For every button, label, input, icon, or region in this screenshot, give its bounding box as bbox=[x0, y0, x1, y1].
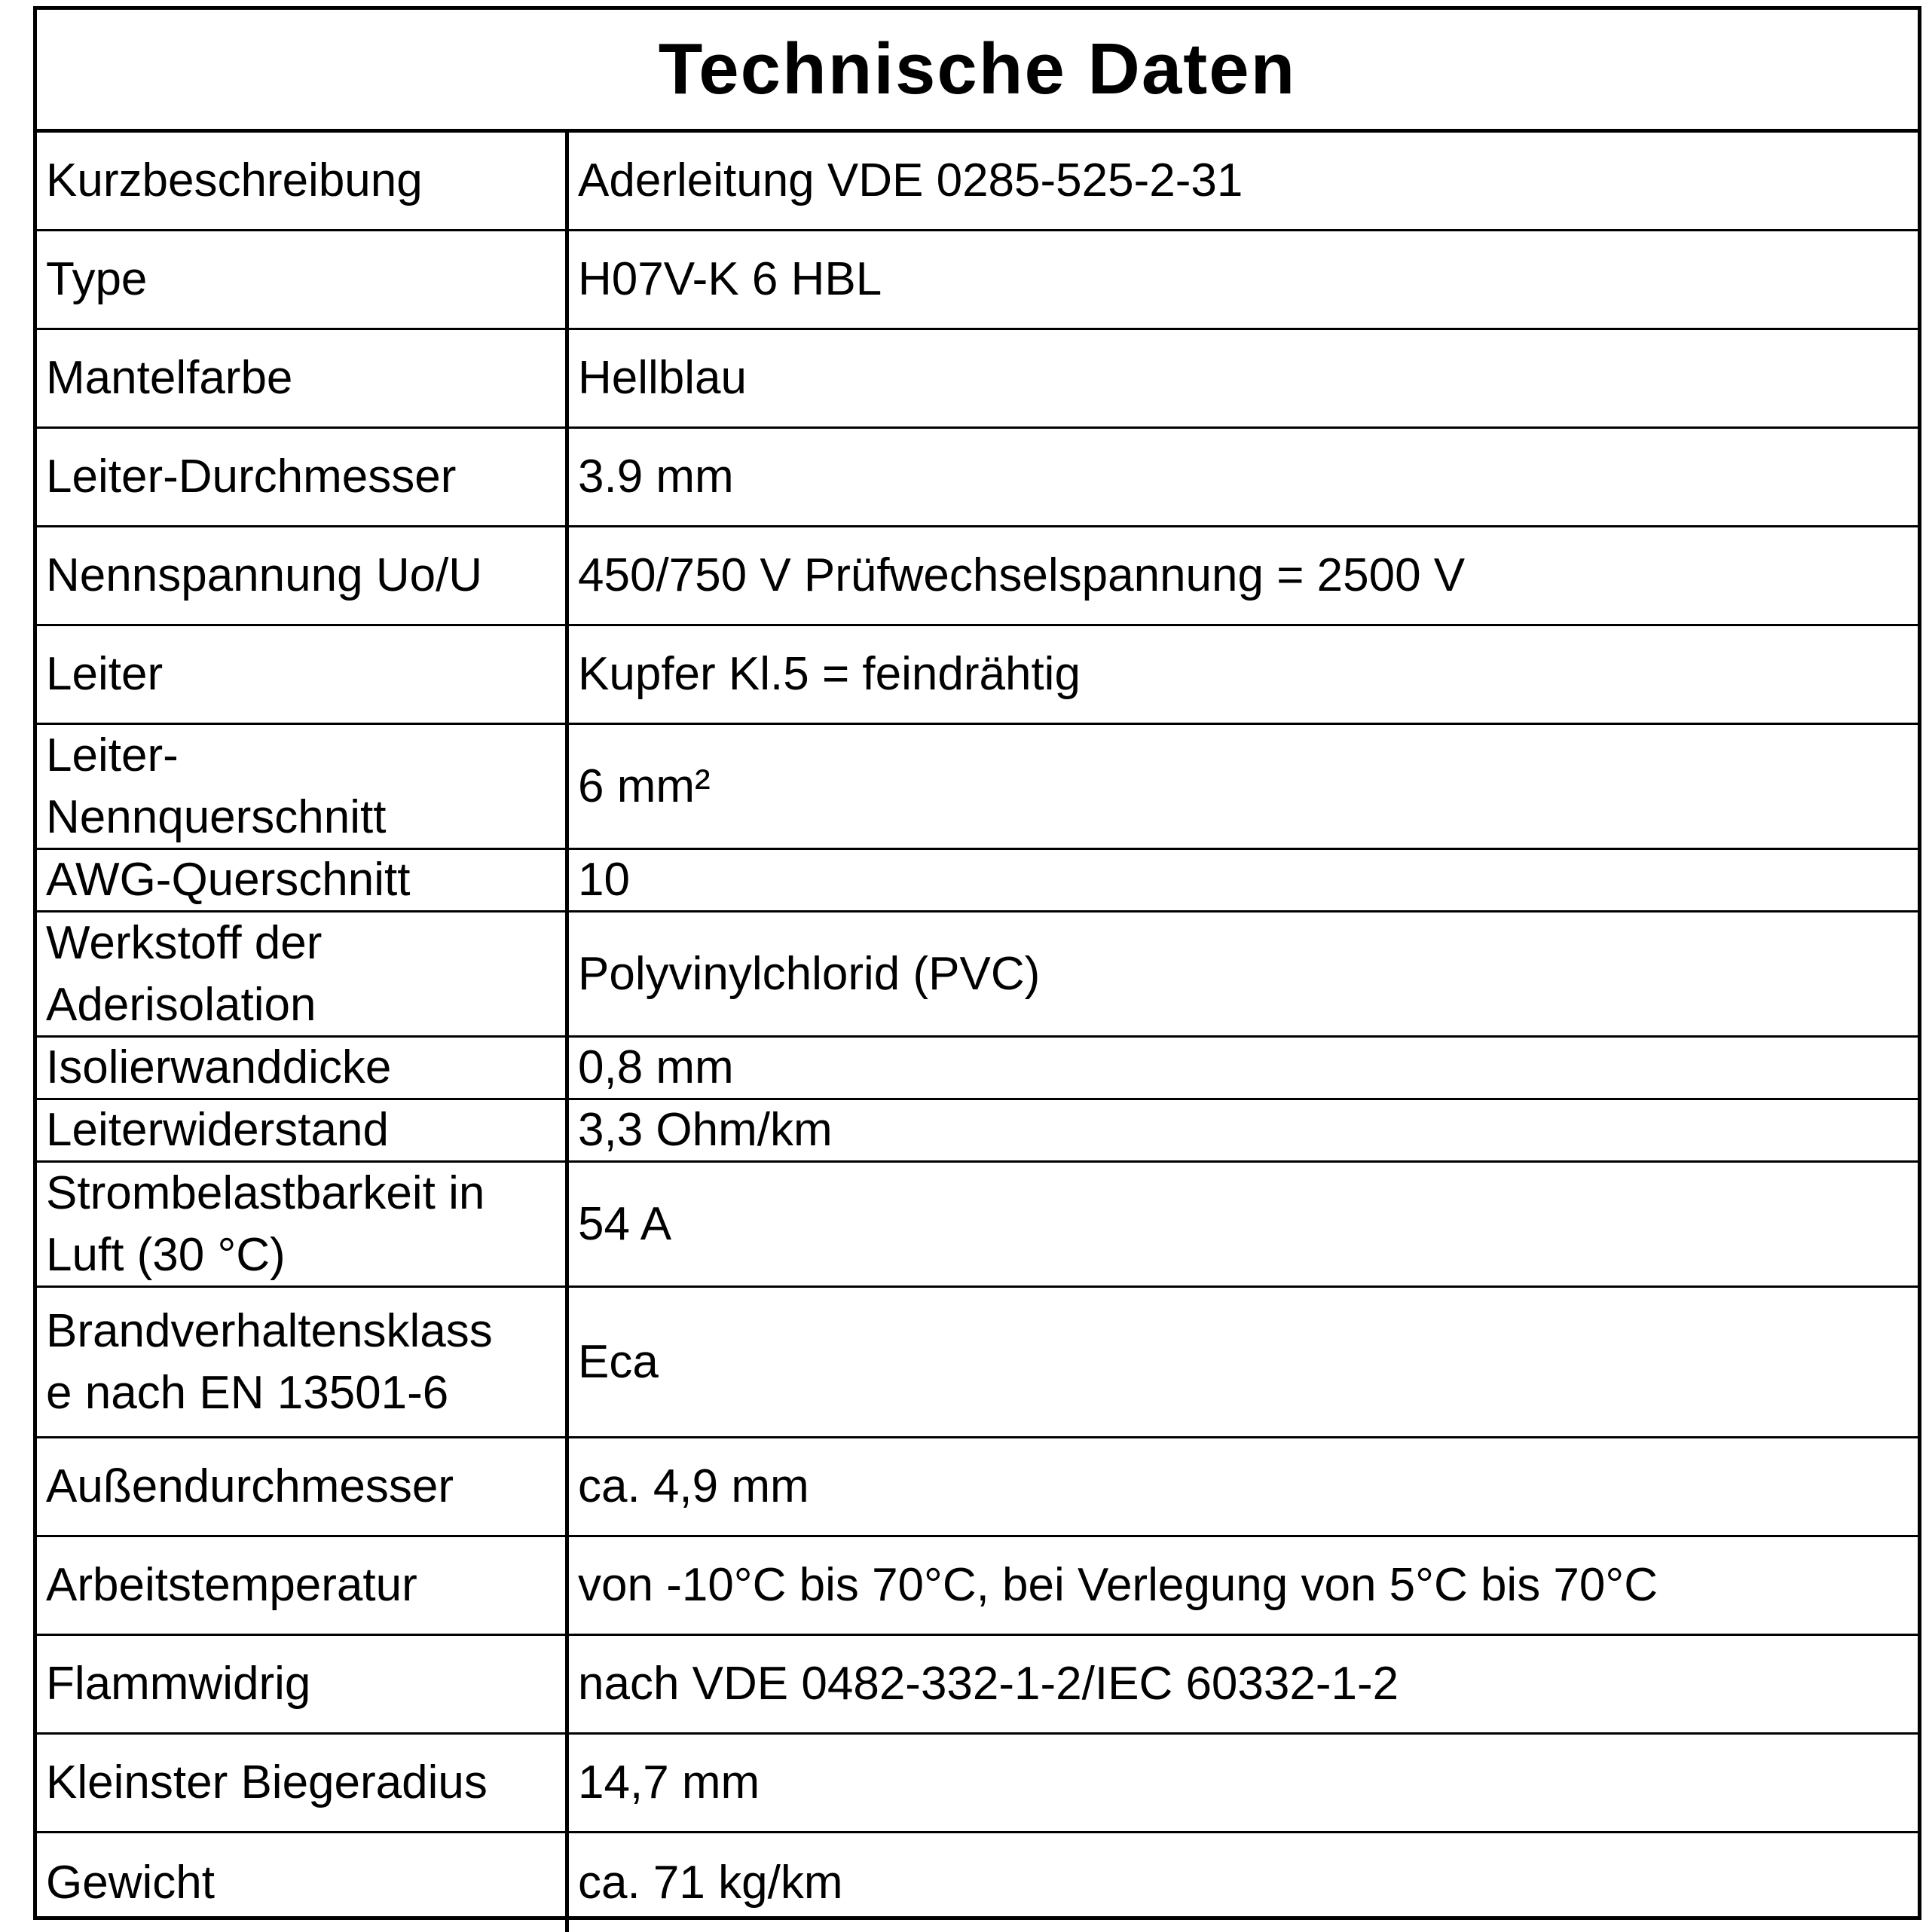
row-label: Außendurchmesser bbox=[37, 1438, 569, 1535]
table-row bbox=[37, 133, 1918, 231]
row-label: Gewicht bbox=[37, 1833, 569, 1932]
table-title-row bbox=[37, 10, 1918, 133]
row-label: AWG-Querschnitt bbox=[37, 850, 569, 910]
table-row bbox=[37, 1537, 1918, 1636]
table-row bbox=[37, 1163, 1918, 1288]
row-value: nach VDE 0482-332-1-2/IEC 60332-1-2 bbox=[578, 1658, 1399, 1710]
row-label: Leiter bbox=[37, 626, 569, 723]
row-label: Arbeitstemperatur bbox=[37, 1537, 569, 1634]
row-label: Isolierwanddicke bbox=[37, 1038, 569, 1098]
table-body bbox=[37, 133, 1918, 1916]
row-label: Leiter-Durchmesser bbox=[37, 429, 569, 525]
row-value: 6 mm² bbox=[578, 760, 711, 812]
table-row bbox=[37, 1438, 1918, 1537]
row-value: Polyvinylchlorid (PVC) bbox=[578, 947, 1041, 1000]
table-row bbox=[37, 330, 1918, 429]
row-label: Kurzbeschreibung bbox=[37, 133, 569, 229]
row-value: Hellblau bbox=[578, 352, 747, 404]
table-row bbox=[37, 429, 1918, 527]
row-label: Leiterwiderstand bbox=[37, 1100, 569, 1160]
row-value: 450/750 V Prüfwechselspannung = 2500 V bbox=[578, 549, 1466, 601]
row-value: Eca bbox=[578, 1335, 659, 1388]
row-label: Kleinster Biegeradius bbox=[37, 1735, 569, 1831]
row-label: Werkstoff der Aderisolation bbox=[37, 913, 569, 1035]
row-value: 14,7 mm bbox=[578, 1756, 760, 1808]
table-row bbox=[37, 1288, 1918, 1438]
table-row bbox=[37, 1038, 1918, 1100]
table-row bbox=[37, 626, 1918, 725]
row-value: 0,8 mm bbox=[578, 1041, 734, 1093]
row-label: Leiter- Nennquerschnitt bbox=[37, 725, 569, 848]
table-row bbox=[37, 913, 1918, 1038]
row-label: Nennspannung Uo/U bbox=[37, 527, 569, 624]
row-value: ca. 71 kg/km bbox=[578, 1856, 843, 1909]
row-value: Aderleitung VDE 0285-525-2-31 bbox=[578, 154, 1243, 206]
table-row bbox=[37, 725, 1918, 850]
row-label: Brandverhaltensklass e nach EN 13501-6 bbox=[37, 1288, 569, 1436]
row-value: 3,3 Ohm/km bbox=[578, 1104, 833, 1156]
technical-data-table bbox=[33, 6, 1921, 1920]
row-value: H07V-K 6 HBL bbox=[578, 253, 882, 305]
row-value: Kupfer Kl.5 = feindrähtig bbox=[578, 648, 1081, 700]
table-title: Technische Daten bbox=[658, 29, 1297, 109]
row-label: Mantelfarbe bbox=[37, 330, 569, 426]
table-row bbox=[37, 231, 1918, 330]
row-label: Type bbox=[37, 231, 569, 328]
table-row bbox=[37, 850, 1918, 913]
table-row bbox=[37, 1735, 1918, 1833]
table-row bbox=[37, 1833, 1918, 1932]
row-value: ca. 4,9 mm bbox=[578, 1460, 809, 1512]
table-row bbox=[37, 527, 1918, 626]
table-row bbox=[37, 1100, 1918, 1163]
table-row bbox=[37, 1636, 1918, 1735]
row-value: 10 bbox=[578, 854, 630, 906]
row-label: Strombelastbarkeit in Luft (30 °C) bbox=[37, 1163, 569, 1285]
row-value: von -10°C bis 70°C, bei Verlegung von 5°C bis 70°C bbox=[578, 1559, 1658, 1611]
row-value: 3.9 mm bbox=[578, 451, 734, 503]
row-value: 54 A bbox=[578, 1197, 672, 1250]
row-label: Flammwidrig bbox=[37, 1636, 569, 1732]
